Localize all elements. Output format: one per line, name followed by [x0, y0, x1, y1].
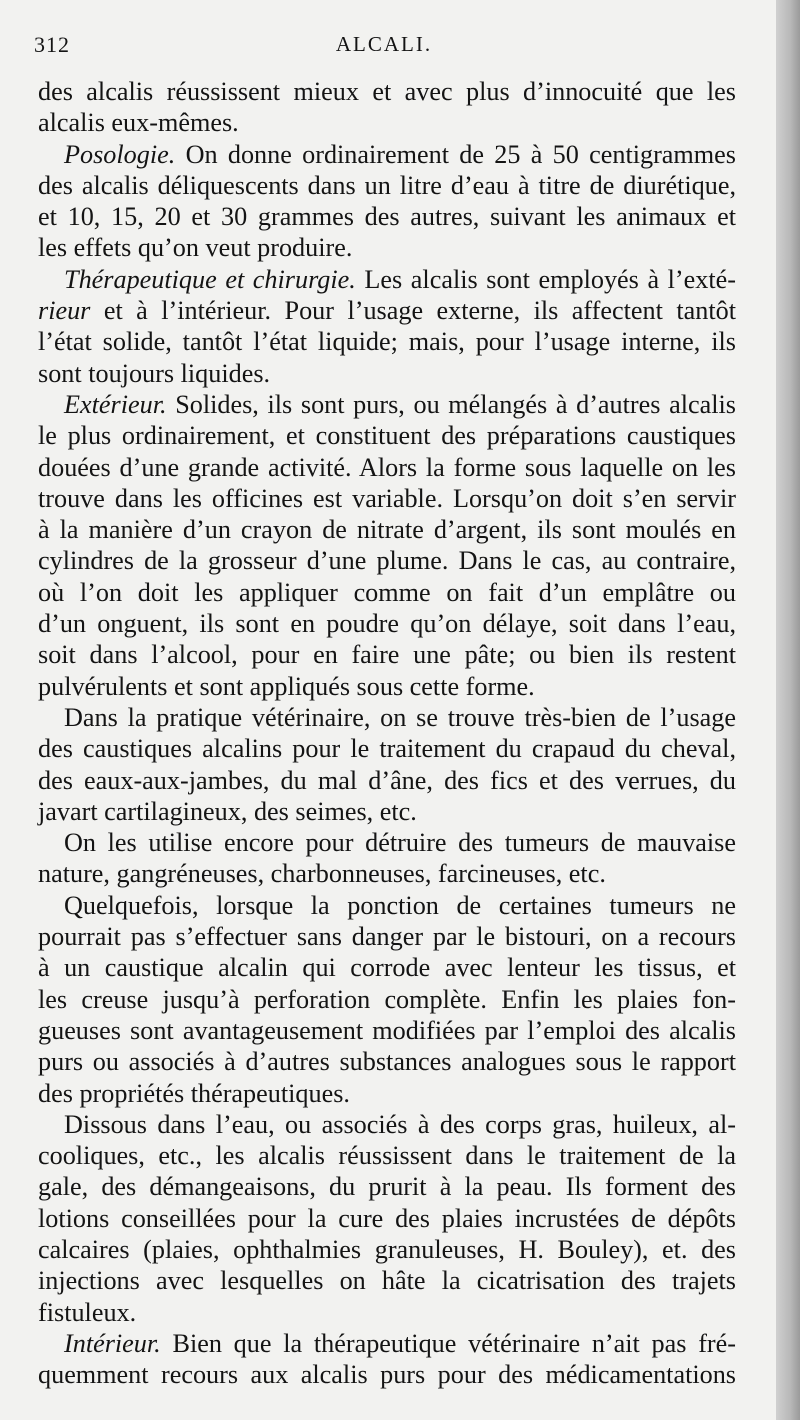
line-text: trouve dans les officines est variable. Lorsqu’on doit s’en servir — [38, 483, 736, 513]
line-text: soit dans l’alcool, pour en faire une pâte; ou bien ils restent — [38, 640, 736, 670]
text-line — [38, 545, 736, 576]
italic-heading: Intérieur. — [64, 1328, 161, 1358]
line-text: douées d’une grande activité. Alors la forme sous laquelle on les — [38, 452, 736, 482]
line-text: à la manière d’un crayon de nitrate d’argent, ils sont moulés en — [38, 515, 736, 545]
line-text: d’un onguent, ils sont en poudre qu’on délaye, soit dans l’eau, — [38, 609, 736, 639]
line-text: Solides, ils sont purs, ou mélangés à d’autres alcalis — [166, 389, 736, 419]
text-line — [38, 1171, 736, 1202]
text-line — [38, 295, 736, 326]
line-text: javart cartilagineux, des seimes, etc. — [38, 796, 417, 826]
book-gutter — [776, 0, 800, 1420]
text-line — [38, 1328, 736, 1359]
text-line — [38, 921, 736, 952]
line-text: lotions conseillées pour la cure des plaies incrustées de dépôts — [38, 1203, 736, 1233]
text-line — [38, 201, 736, 232]
line-text: Quelquefois, lorsque la ponction de certaines tumeurs ne — [64, 890, 736, 920]
text-line — [38, 671, 736, 702]
line-text: des propriétés thérapeutiques. — [38, 1078, 350, 1108]
italic-heading: rieur — [38, 296, 91, 326]
text-line — [38, 326, 736, 357]
italic-heading: Extérieur. — [64, 389, 167, 419]
text-line — [38, 1078, 736, 1109]
text-line — [38, 1140, 736, 1171]
text-line — [38, 858, 736, 889]
text-line — [38, 170, 736, 201]
text-line — [38, 1046, 736, 1077]
text-line — [38, 890, 736, 921]
line-text: Les alcalis sont employés à l’exté- — [355, 264, 736, 294]
line-text: des eaux-aux-jambes, du mal d’âne, des fics et des verrues, du — [38, 765, 736, 795]
text-line — [38, 765, 736, 796]
line-text: pourrait pas s’effectuer sans danger par le bistouri, on a recours — [38, 922, 736, 952]
text-line — [38, 577, 736, 608]
text-line — [38, 796, 736, 827]
text-line — [38, 1265, 736, 1296]
text-line — [38, 514, 736, 545]
line-text: injections avec lesquelles on hâte la cicatrisation des trajets — [38, 1266, 736, 1296]
line-text: des alcalis réussissent mieux et avec plus d’innocuité que les — [38, 77, 736, 106]
text-line — [38, 639, 736, 670]
text-line — [38, 984, 736, 1015]
text-line — [38, 76, 736, 107]
line-text: et à l’intérieur. Pour l’usage externe, ils affectent tantôt — [90, 296, 736, 326]
text-line — [38, 1359, 736, 1390]
page-header — [34, 32, 734, 62]
page-number: 312 — [34, 32, 70, 57]
text-line — [38, 1015, 736, 1046]
text-line — [38, 264, 736, 295]
line-text: des alcalis déliquescents dans un litre d’eau à titre de diurétique, — [38, 170, 736, 200]
line-text: fistuleux. — [38, 1297, 137, 1327]
line-text: l’état solide, tantôt l’état liquide; mais, pour l’usage interne, ils — [38, 327, 736, 357]
line-text: les creuse jusqu’à perforation complète. Enfin les plaies fon- — [38, 984, 736, 1014]
italic-heading: Thérapeutique et chirurgie. — [64, 264, 356, 294]
text-line — [38, 358, 736, 389]
text-line — [38, 420, 736, 451]
text-line — [38, 452, 736, 483]
line-text: Dans la pratique vétérinaire, on se trouve très-bien de l’usage — [64, 702, 736, 732]
line-text: où l’on doit les appliquer comme on fait d’un emplâtre ou — [38, 577, 736, 607]
line-text: quemment recours aux alcalis purs pour des médicamentations — [38, 1360, 736, 1390]
line-text: gale, des démangeaisons, du prurit à la peau. Ils forment des — [38, 1172, 736, 1202]
line-text: et 10, 15, 20 et 30 grammes des autres, suivant les animaux et — [38, 202, 736, 232]
text-line — [38, 139, 736, 170]
running-title: ALCALI. — [335, 32, 433, 56]
text-line — [38, 1203, 736, 1234]
line-text: purs ou associés à d’autres substances analogues sous le rapport — [38, 1047, 736, 1077]
text-line — [38, 107, 736, 138]
line-text: gueuses sont avantageusement modifiées par l’emploi des alcalis — [38, 1015, 736, 1045]
line-text: les effets qu’on veut produire. — [38, 233, 353, 263]
line-text: Dissous dans l’eau, ou associés à des corps gras, huileux, al- — [64, 1109, 736, 1139]
line-text: alcalis eux-mêmes. — [38, 108, 239, 138]
text-line — [38, 389, 736, 420]
line-text: cylindres de la grosseur d’une plume. Dans le cas, au contraire, — [38, 546, 736, 576]
line-text: Bien que la thérapeutique vétérinaire n’ait pas fré- — [160, 1328, 736, 1358]
text-line — [38, 483, 736, 514]
text-line — [38, 733, 736, 764]
line-text: nature, gangréneuses, charbonneuses, farcineuses, etc. — [38, 859, 606, 889]
line-text: On donne ordinairement de 25 à 50 centigrammes — [175, 139, 736, 169]
text-line — [38, 608, 736, 639]
text-line — [38, 702, 736, 733]
line-text: des caustiques alcalins pour le traitement du crapaud du cheval, — [38, 734, 736, 764]
italic-heading: Posologie. — [64, 139, 176, 169]
line-text: cooliques, etc., les alcalis réussissent dans le traitement de la — [38, 1141, 736, 1171]
line-text: le plus ordinairement, et constituent des préparations caustiques — [38, 421, 736, 451]
text-line — [38, 1297, 736, 1328]
text-line — [38, 827, 736, 858]
line-text: à un caustique alcalin qui corrode avec lenteur les tissus, et — [38, 953, 736, 983]
line-text: sont toujours liquides. — [38, 358, 271, 388]
text-line — [38, 232, 736, 263]
line-text: On les utilise encore pour détruire des tumeurs de mauvaise — [64, 828, 736, 858]
text-line — [38, 952, 736, 983]
line-text: calcaires (plaies, ophthalmies granuleuses, H. Bouley), et. des — [38, 1234, 736, 1264]
text-line — [38, 1234, 736, 1265]
line-text: pulvérulents et sont appliqués sous cette forme. — [38, 671, 535, 701]
text-line — [38, 1109, 736, 1140]
body-text — [38, 76, 736, 1390]
